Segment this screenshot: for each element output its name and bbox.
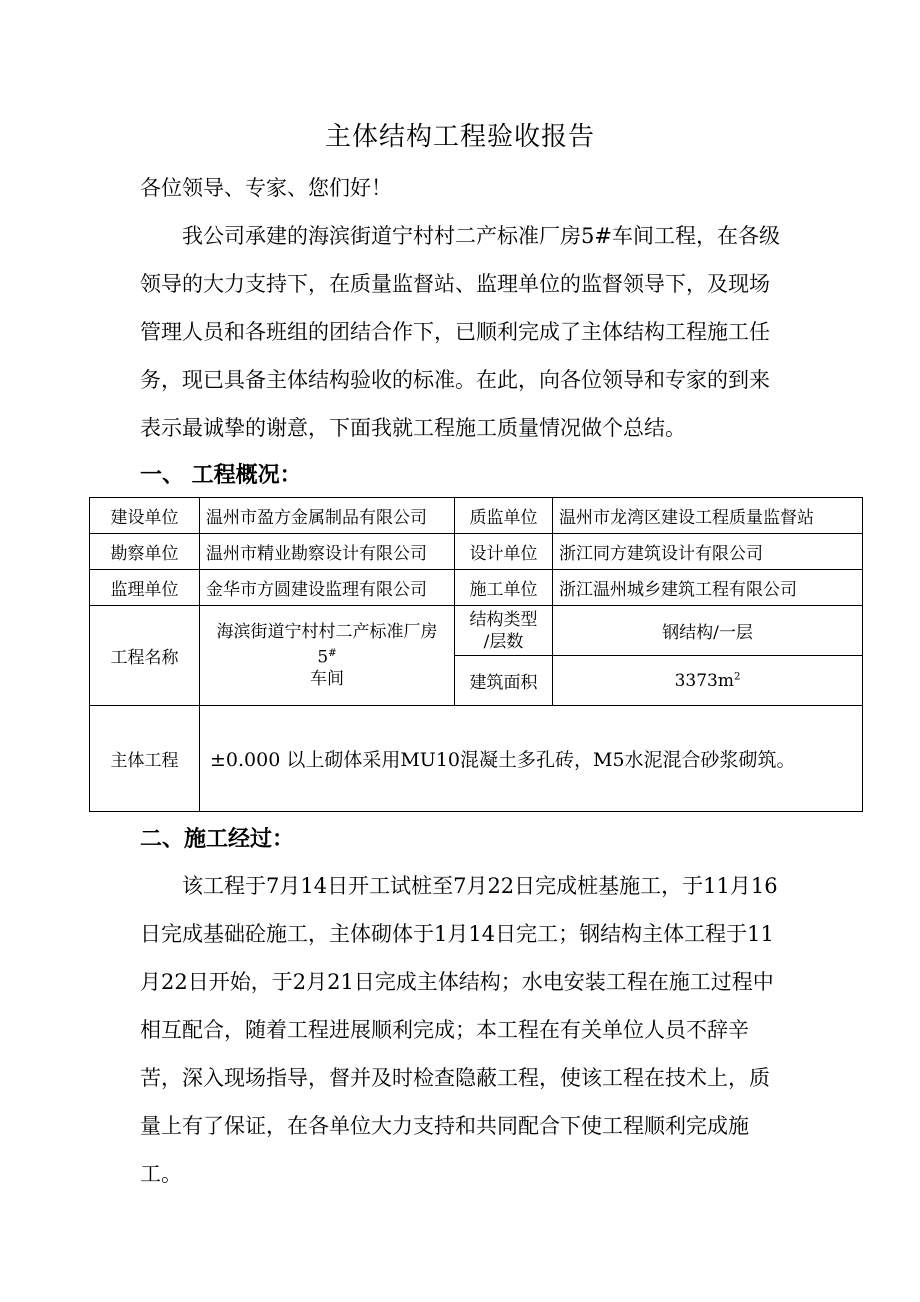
label-supervision-unit: 监理单位 <box>90 570 200 606</box>
intro-paragraph: 我公司承建的海滨街道宁村村二产标准厂房5#车间工程，在各级领导的大力支持下，在质量监督站、监理单位的监督领导下，及现场管理人员和各班组的团结合作下，已顺利完成了主体结构工程施工任务，现已具备主体结构验收的标准。在此，向各位领导和专家的到来表示最诚挚的谢意，下面我就工程施工质量情况做个总结。 <box>140 224 780 440</box>
page-title: 主体结构工程验收报告 <box>324 122 595 152</box>
value-building-area: $3373m^2$ <box>553 656 863 706</box>
table-row <box>90 534 863 570</box>
table-row <box>90 570 863 606</box>
value-supervision-unit: 金华市方圆建设监理有限公司 <box>200 570 455 606</box>
table-row <box>90 706 863 812</box>
label-project-name: 工程名称 <box>90 606 200 706</box>
table-row <box>90 498 863 534</box>
label-design-unit: 设计单位 <box>455 534 553 570</box>
label-survey-unit: 勘察单位 <box>90 534 200 570</box>
value-construction-unit: 温州市盈方金属制品有限公司 <box>200 498 455 534</box>
project-info-table <box>89 497 863 812</box>
value-structure-type: 钢结构/一层 <box>553 606 863 656</box>
value-main-works: ±0.000 以上砌体采用MU10混凝土多孔砖，M5水泥混合砂浆砌筑。 <box>200 706 863 812</box>
label-structure-type: 结构类型 /层数 <box>455 606 553 656</box>
value-project-name: 海滨街道宁村村二产标准厂房 5# 车间 <box>200 606 455 706</box>
process-paragraph: 该工程于7月14日开工试桩至7月22日完成桩基施工，于11月16日完成基础砼施工，主体砌体于1月14日完工；钢结构主体工程于11月22日开始，于2月21日完成主体结构；水电安装工程在施工过程中相互配合，随着工程进展顺利完成；本工程在有关单位人员不辞辛苦，深入现场指导，督并及时检查隐蔽工程，使该工程在技术上，质量上有了保证，在各单位大力支持和共同配合下使工程顺利完成施工。 <box>140 874 778 1186</box>
label-construction-unit: 建设单位 <box>90 498 200 534</box>
section-heading-overview: 一、 工程概况： <box>140 462 302 488</box>
value-contractor-unit: 浙江温州城乡建筑工程有限公司 <box>553 570 863 606</box>
label-building-area: 建筑面积 <box>455 656 553 706</box>
table-row <box>90 606 863 656</box>
value-quality-supervision: 温州市龙湾区建设工程质量监督站 <box>553 498 863 534</box>
value-design-unit: 浙江同方建筑设计有限公司 <box>553 534 863 570</box>
section-heading-process: 二、施工经过： <box>140 826 295 852</box>
value-survey-unit: 温州市精业勘察设计有限公司 <box>200 534 455 570</box>
label-quality-supervision: 质监单位 <box>455 498 553 534</box>
label-contractor-unit: 施工单位 <box>455 570 553 606</box>
label-main-works: 主体工程 <box>90 706 200 812</box>
greeting: 各位领导、专家、您们好！ <box>140 176 392 200</box>
